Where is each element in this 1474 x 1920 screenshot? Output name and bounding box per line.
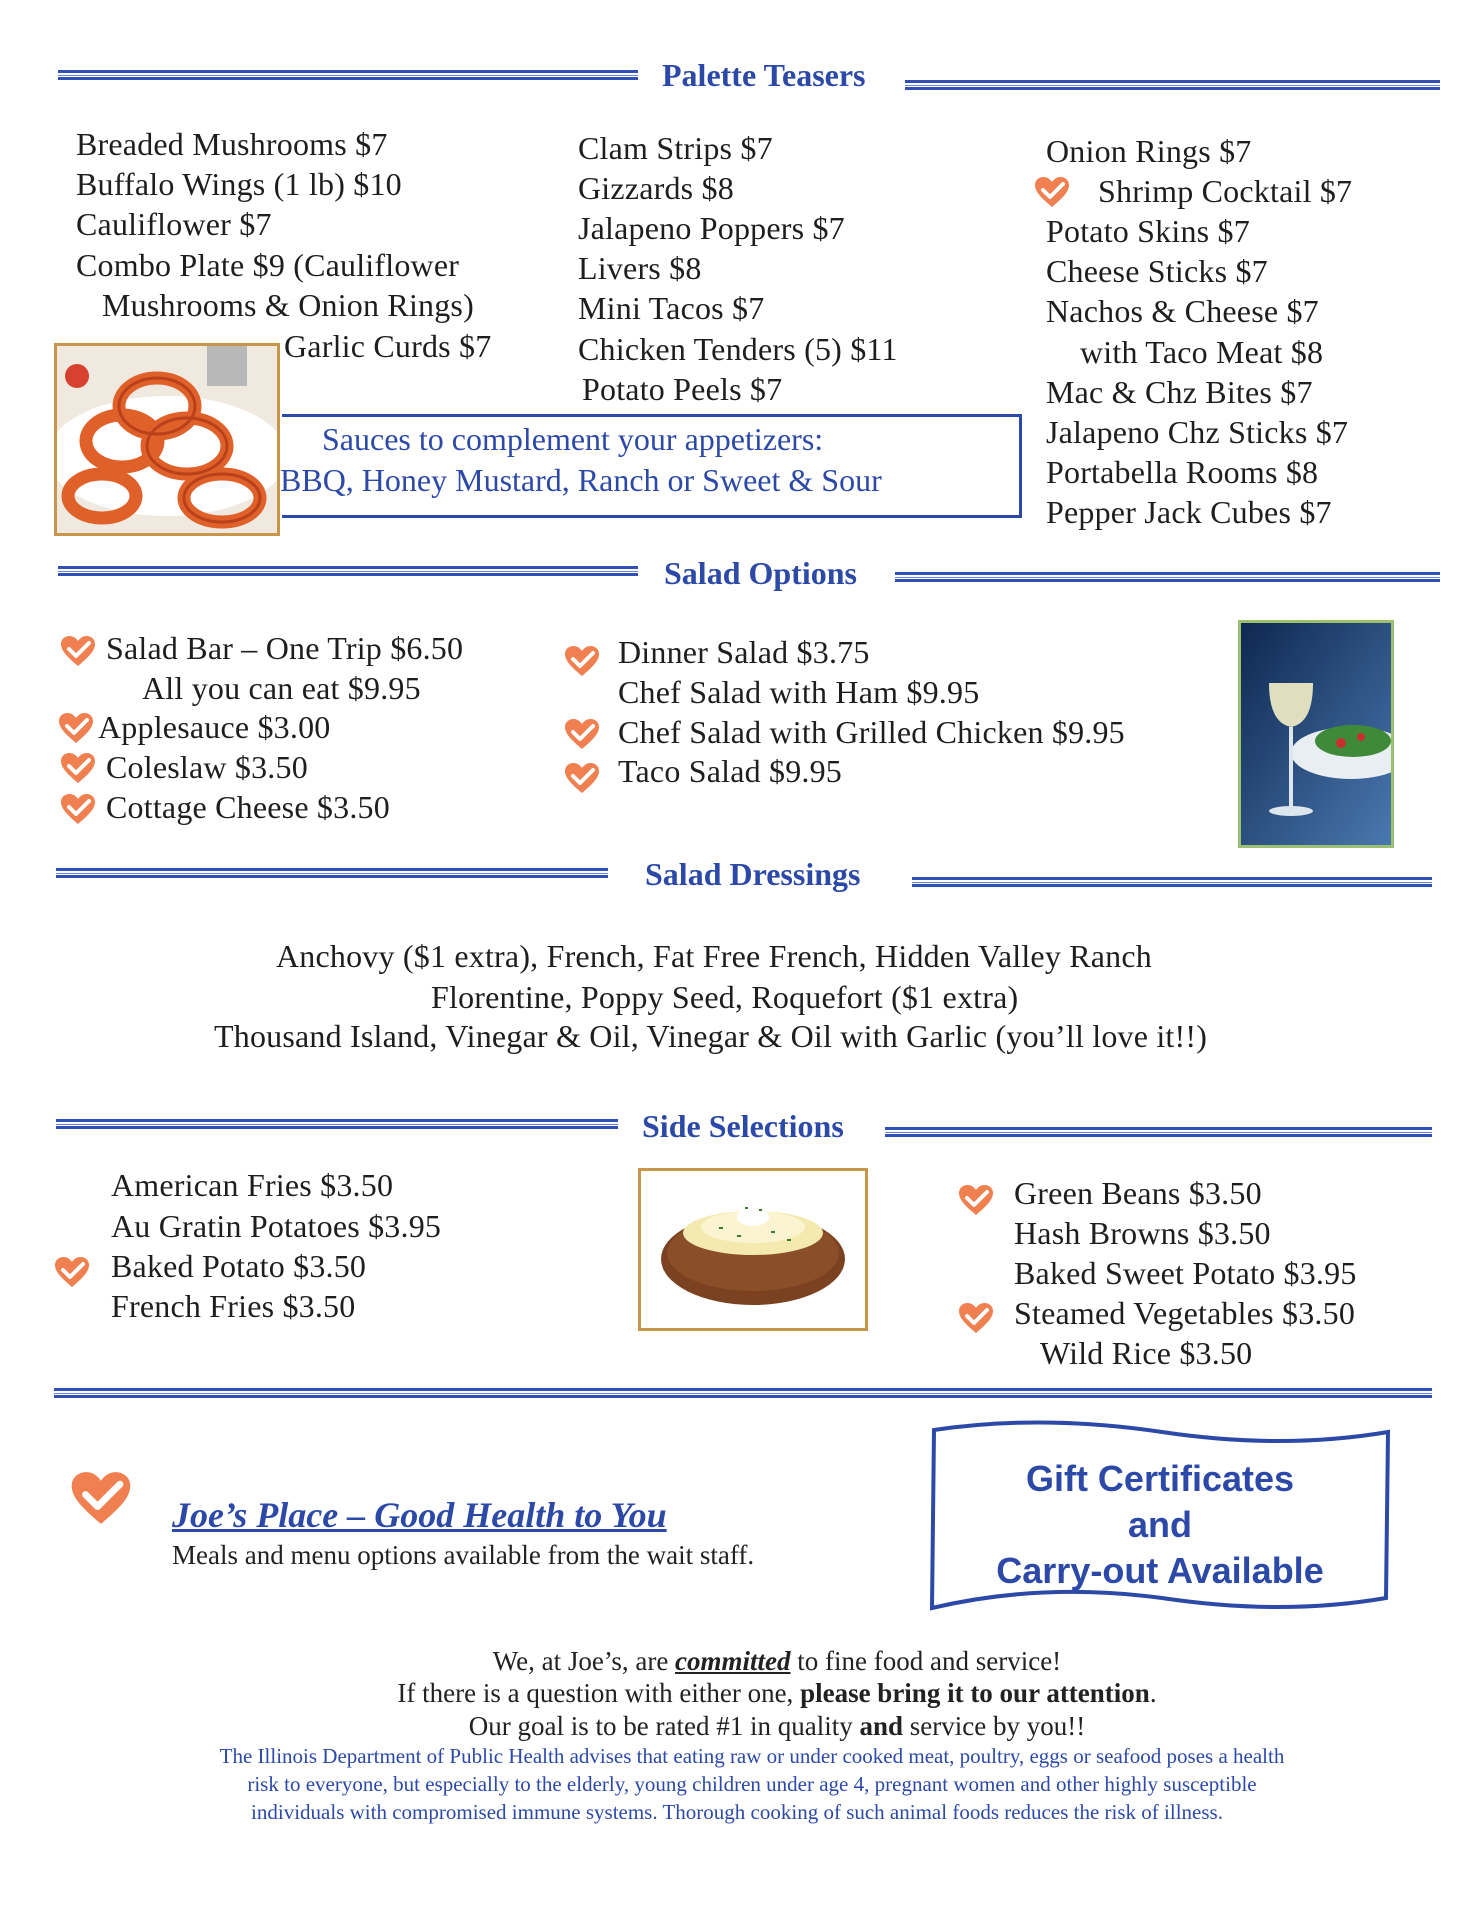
menu-item: Dinner Salad $3.75	[618, 634, 870, 670]
section-title-palette: Palette Teasers	[662, 57, 866, 93]
salad-wine-photo	[1238, 620, 1394, 848]
menu-item: All you can eat $9.95	[142, 670, 421, 706]
footer-line2: If there is a question with either one, please bring it to our attention.	[397, 1678, 1157, 1708]
menu-item: Steamed Vegetables $3.50	[1014, 1295, 1356, 1331]
menu-item: Applesauce $3.00	[98, 709, 331, 745]
heart-check-icon	[60, 752, 96, 784]
menu-item: Garlic Curds $7	[284, 328, 492, 364]
heart-check-icon	[1034, 176, 1070, 208]
section-divider	[56, 868, 608, 878]
menu-item: Green Beans $3.50	[1014, 1175, 1262, 1211]
menu-item: Cottage Cheese $3.50	[106, 789, 390, 825]
section-divider	[56, 1119, 618, 1129]
menu-item: Nachos & Cheese $7	[1046, 293, 1319, 329]
gift-line3: Carry-out Available	[996, 1550, 1324, 1591]
health-notice: individuals with compromised immune systems. Thorough cooking of such animal foods reduces the risk of illness.	[251, 1800, 1223, 1824]
section-divider	[895, 572, 1440, 582]
heart-check-icon	[958, 1302, 994, 1334]
menu-item: Potato Peels $7	[582, 371, 783, 407]
section-divider	[58, 70, 638, 80]
menu-item: Portabella Rooms $8	[1046, 454, 1319, 490]
section-divider	[905, 80, 1440, 90]
heart-check-icon	[70, 1470, 132, 1526]
section-divider	[54, 1388, 1432, 1398]
menu-item: Wild Rice $3.50	[1040, 1335, 1253, 1371]
heart-check-icon	[60, 793, 96, 825]
menu-item: Jalapeno Poppers $7	[578, 210, 845, 246]
menu-item: with Taco Meat $8	[1080, 334, 1324, 370]
dressing-line: Florentine, Poppy Seed, Roquefort ($1 extra)	[431, 979, 1019, 1015]
gift-line2: and	[1127, 1504, 1192, 1545]
heart-check-icon	[564, 762, 600, 794]
menu-item: Clam Strips $7	[578, 130, 773, 166]
menu-item: Hash Browns $3.50	[1014, 1215, 1271, 1251]
section-title-sides: Side Selections	[642, 1108, 844, 1144]
section-divider	[912, 877, 1432, 887]
menu-item: Buffalo Wings (1 lb) $10	[76, 166, 402, 202]
section-divider	[58, 566, 638, 576]
menu-item: Baked Sweet Potato $3.95	[1014, 1255, 1357, 1291]
section-divider	[885, 1127, 1432, 1137]
menu-item: Au Gratin Potatoes $3.95	[111, 1208, 442, 1244]
menu-item: French Fries $3.50	[111, 1288, 356, 1324]
menu-item: Breaded Mushrooms $7	[76, 126, 388, 162]
menu-item: Salad Bar – One Trip $6.50	[106, 630, 464, 666]
menu-item: Gizzards $8	[578, 170, 734, 206]
footer-line1: We, at Joe’s, are committed to fine food and service!	[492, 1646, 1062, 1676]
sauces-heading: Sauces to complement your appetizers:	[322, 421, 824, 457]
dressing-line: Thousand Island, Vinegar & Oil, Vinegar & Oil with Garlic (you’ll love it!!)	[214, 1018, 1208, 1054]
dressing-line: Anchovy ($1 extra), French, Fat Free French, Hidden Valley Ranch	[276, 938, 1152, 974]
menu-item: Baked Potato $3.50	[111, 1248, 367, 1284]
gift-certificates-banner	[922, 1418, 1398, 1618]
menu-item: Cheese Sticks $7	[1046, 253, 1268, 289]
heart-check-icon	[58, 712, 94, 744]
menu-item: Mini Tacos $7	[578, 290, 765, 326]
menu-item: American Fries $3.50	[111, 1167, 394, 1203]
menu-item: Pepper Jack Cubes $7	[1046, 494, 1332, 530]
health-subtitle: Meals and menu options available from the wait staff.	[172, 1540, 755, 1570]
menu-item: Potato Skins $7	[1046, 213, 1250, 249]
section-title-dressings: Salad Dressings	[645, 856, 861, 892]
heart-check-icon	[54, 1256, 90, 1288]
menu-item: Taco Salad $9.95	[618, 753, 843, 789]
menu-item: Combo Plate $9 (Cauliflower	[76, 247, 460, 283]
menu-item: Jalapeno Chz Sticks $7	[1046, 414, 1349, 450]
menu-item: Chef Salad with Grilled Chicken $9.95	[618, 714, 1125, 750]
menu-item: Mac & Chz Bites $7	[1046, 374, 1313, 410]
menu-item: Livers $8	[578, 250, 702, 286]
heart-check-icon	[958, 1184, 994, 1216]
health-notice: The Illinois Department of Public Health advises that eating raw or under cooked meat, poultry, eggs or seafood poses a health	[219, 1744, 1285, 1768]
health-title: Joe’s Place – Good Health to You	[172, 1495, 667, 1535]
menu-item: Chef Salad with Ham $9.95	[618, 674, 980, 710]
menu-item: Shrimp Cocktail $7	[1098, 173, 1353, 209]
baked-potato-photo	[638, 1168, 868, 1331]
menu-item: Mushrooms & Onion Rings)	[102, 287, 474, 323]
health-notice: risk to everyone, but especially to the elderly, young children under age 4, pregnant women and other highly susceptible	[247, 1772, 1257, 1796]
footer-line3: Our goal is to be rated #1 in quality and service by you!!	[468, 1711, 1086, 1741]
menu-item: Coleslaw $3.50	[106, 749, 308, 785]
heart-check-icon	[60, 635, 96, 667]
menu-item: Onion Rings $7	[1046, 133, 1252, 169]
menu-item: Chicken Tenders (5) $11	[578, 331, 898, 367]
onion-rings-photo	[54, 343, 280, 536]
section-title-salad: Salad Options	[664, 555, 857, 591]
sauces-list: BBQ, Honey Mustard, Ranch or Sweet & Sour	[280, 462, 882, 498]
menu-item: Cauliflower $7	[76, 206, 272, 242]
sauces-callout	[282, 414, 1022, 518]
gift-line1: Gift Certificates	[1025, 1458, 1295, 1499]
heart-check-icon	[564, 718, 600, 750]
heart-check-icon	[564, 645, 600, 677]
